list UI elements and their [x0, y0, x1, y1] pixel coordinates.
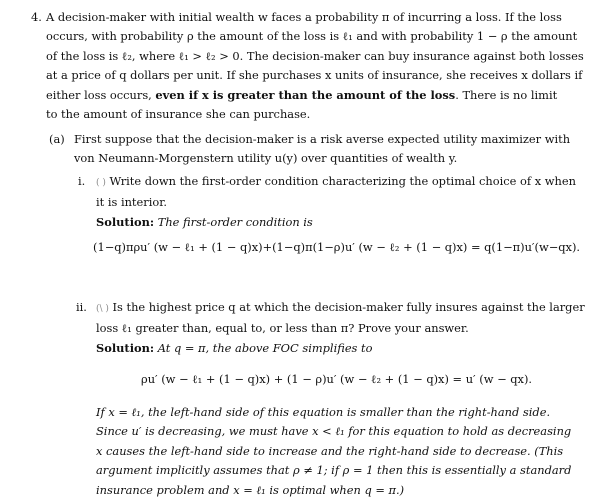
- item-ii-text: (\ ) Is the highest price q at which the decision-maker fully insures against the larger loss ℓ₁ greater than, equal to, or less than π? Prove your answer. Solution: At q = π, the above FOC simplifies to: [96, 298, 566, 358]
- intro-line: to the amount of insurance she can purchase.: [46, 107, 311, 122]
- proof-paragraph: If x = ℓ₁, the left-hand side of this equation is smaller than the right-hand side. Since u′ is decreasing, we must have x < ℓ₁ for this equation to hold as decreasing x causes the left-hand side to increase and the right-hand side to decrease. (This argument implicitly assumes that ρ ≠ 1; if ρ = 1 then this is essentially a standard insurance problem and x = ℓ₁ is optimal when q = π.): [96, 405, 572, 497]
- answer-mark-glyph: (\ ): [96, 304, 109, 314]
- part-a-text: First suppose that the decision-maker is a risk averse expected utility maximizer with von Neumann-Morgenstern utility u(y) over quantities of wealth y.: [74, 132, 571, 166]
- intro-line: A decision-maker with initial wealth w faces a probability π of incurring a loss. If the loss: [46, 10, 562, 24]
- item-ii-label: ii.: [76, 300, 87, 314]
- problem-intro: [46, 8, 586, 124]
- intro-line: either loss occurs, even if x is greater than the amount of the loss. There is no limit: [46, 87, 558, 102]
- intro-line: of the loss is ℓ₂, where ℓ₁ > ℓ₂ > 0. The decision-maker can buy insurance against both losses: [46, 48, 584, 63]
- equation-simplified: ρu′ (w − ℓ₁ + (1 − q)x) + (1 − ρ)u′ (w − ℓ₂ + (1 − q)x) = u′ (w − qx).: [141, 372, 533, 386]
- intro-line: occurs, with probability ρ the amount of the loss is ℓ₁ and with probability 1 − ρ the amount: [46, 29, 578, 44]
- answer-mark-glyph: ( ): [96, 178, 106, 188]
- solution-line: Solution: The first-order condition is: [96, 214, 313, 229]
- solution-label: Solution:: [96, 340, 155, 355]
- item-i-text: ( ) Write down the first-order condition characterizing the optimal choice of x when it is interior. Solution: The first-order condition is: [96, 172, 566, 232]
- part-a-label: (a): [49, 132, 65, 146]
- intro-line: at a price of q dollars per unit. If she purchases x units of insurance, she receives x dollars if: [46, 68, 583, 83]
- item-i-label: i.: [78, 174, 86, 188]
- solution-line: Solution: At q = π, the above FOC simplifies to: [96, 340, 373, 355]
- emphasis-bold: even if x is greater than the amount of the loss: [155, 87, 456, 102]
- problem-number: 4.: [31, 10, 42, 24]
- solution-label: Solution:: [96, 214, 155, 229]
- equation-foc: (1−q)πρu′ (w − ℓ₁ + (1 − q)x)+(1−q)π(1−ρ)u′ (w − ℓ₂ + (1 − q)x) = q(1−π)u′(w−qx).: [93, 240, 581, 254]
